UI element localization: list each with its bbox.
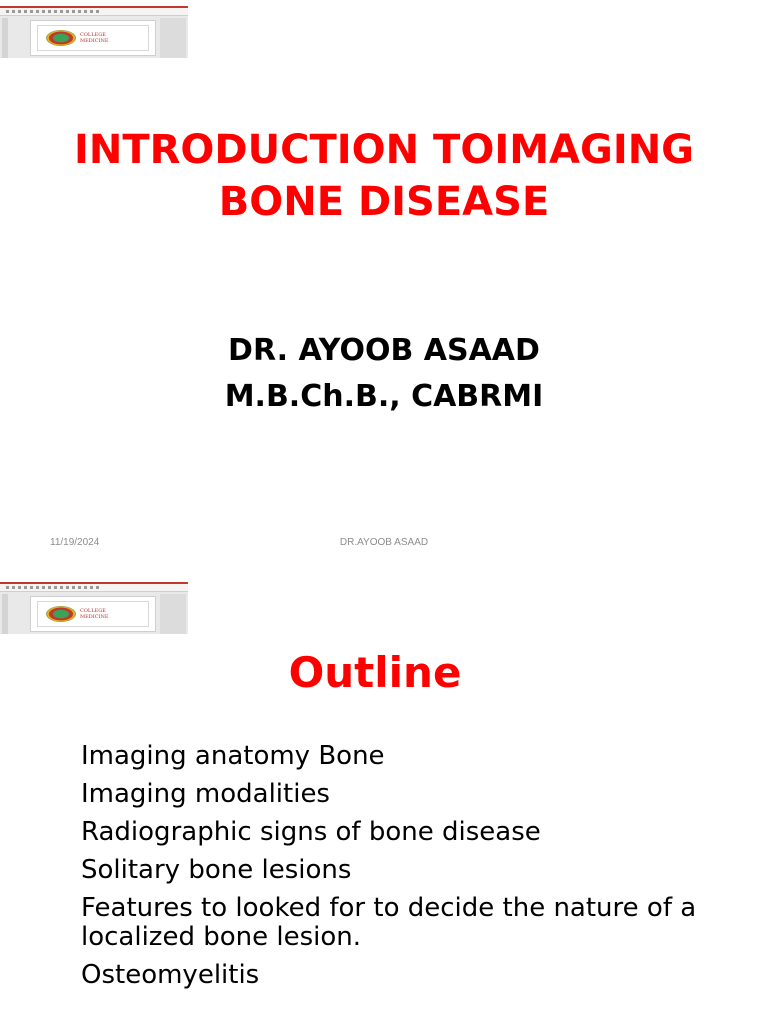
- outline-item: Imaging modalities: [81, 779, 330, 809]
- footer-author: DR.AYOOB ASAAD: [339, 537, 429, 548]
- outline-item: Solitary bone lesions: [81, 855, 352, 885]
- thumbnail-sheet: [30, 596, 156, 632]
- outline-list: [81, 742, 721, 999]
- ribbon-toolbar: [0, 584, 188, 592]
- thumbnail-sidebar: [2, 18, 8, 58]
- thumbnail-sheet-inner: [37, 25, 149, 51]
- author-degrees: M.B.Ch.B., CABRMI: [224, 379, 544, 414]
- slide-title: [0, 124, 768, 228]
- title-line-1: INTRODUCTION TOIMAGING: [73, 127, 695, 173]
- author-block: [0, 328, 768, 420]
- college-logo-icon: [46, 30, 76, 46]
- outline-title: Outline: [288, 648, 462, 697]
- author-name: DR. AYOOB ASAAD: [228, 333, 540, 368]
- footer-date: 11/19/2024: [50, 537, 100, 548]
- logo-text: COLLEGE MEDICINE: [80, 608, 109, 620]
- college-logo-icon: [46, 606, 76, 622]
- logo-text: COLLEGE MEDICINE: [80, 32, 109, 44]
- title-line-2: BONE DISEASE: [218, 179, 550, 225]
- screenshot-thumbnail: [0, 582, 188, 634]
- outline-item: Radiographic signs of bone disease: [81, 817, 541, 847]
- thumbnail-sheet-inner: [37, 601, 149, 627]
- outline-item: Osteomyelitis: [81, 960, 260, 990]
- thumbnail-sheet: [30, 20, 156, 56]
- outline-item: Imaging anatomy Bone: [81, 741, 385, 771]
- thumbnail-right-panel: [160, 18, 186, 58]
- thumbnail-sidebar: [2, 594, 8, 634]
- outline-item: Features to looked for to decide the nature of a localized bone lesion.: [81, 893, 697, 952]
- thumbnail-right-panel: [160, 594, 186, 634]
- screenshot-thumbnail: [0, 6, 188, 58]
- ribbon-toolbar: [0, 8, 188, 16]
- outline-slide: [0, 576, 768, 1024]
